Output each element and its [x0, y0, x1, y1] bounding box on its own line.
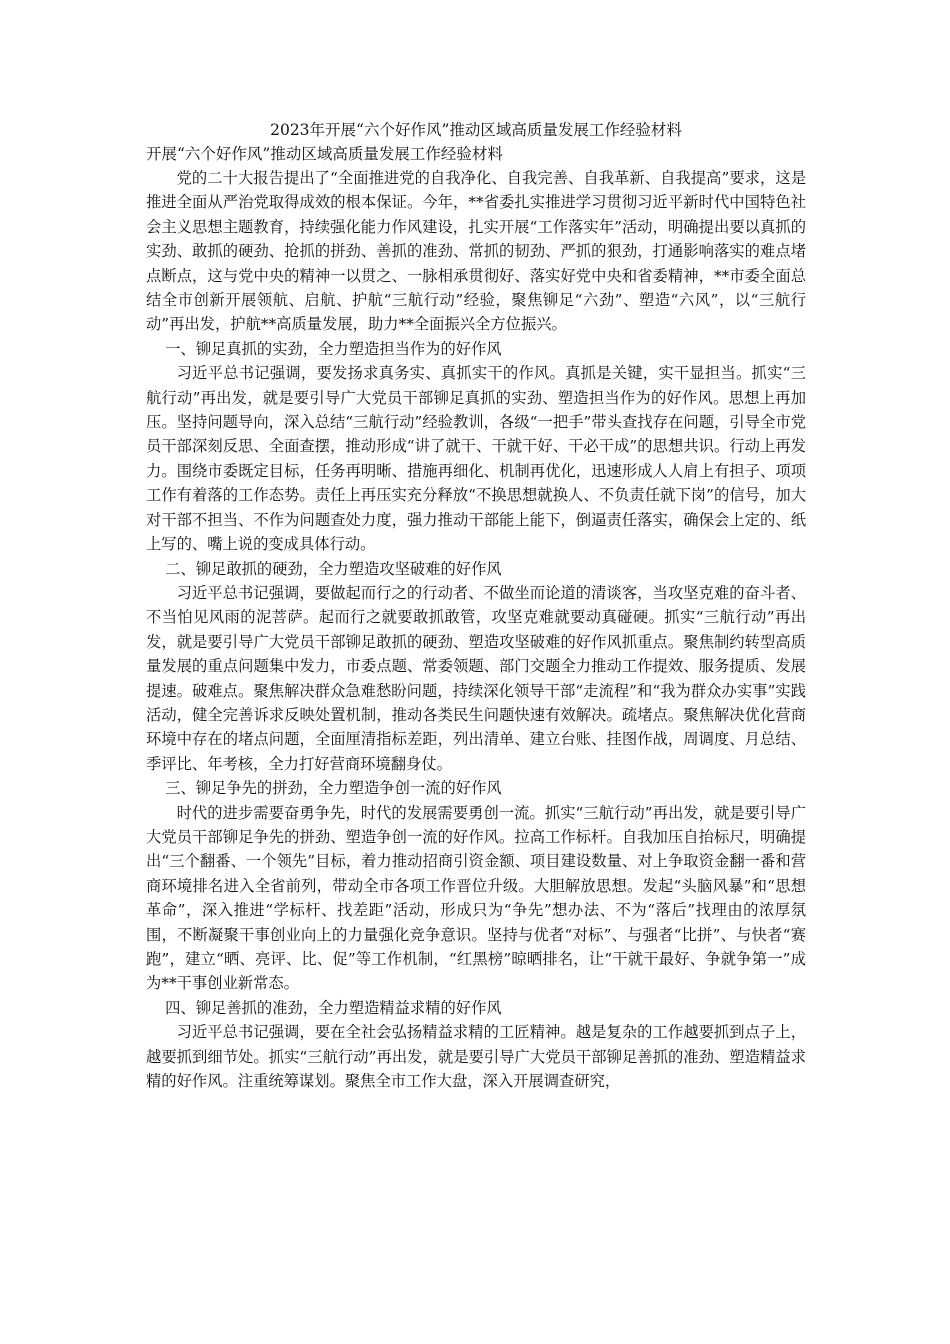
intro-paragraph: 党的二十大报告提出了“全面推进党的自我净化、自我完善、自我革新、自我提高”要求，这是推进全面从严治党取得成效的根本保证。今年，**省委扎实推进学习贯彻习近平新时代中国特色社会主义思想主题教育，持续强化能力作风建设，扎实开展“工作落实年”活动，明确提出要以真抓的实劲、敢抓的硬劲、抢抓的拼劲、善抓的准劲、常抓的韧劲、严抓的狠劲，打通影响落实的难点堵点断点，这与党中央的精神一以贯之、一脉相承贯彻好、落实好党中央和省委精神，**市委全面总结全市创新开展领航、启航、护航“三航行动”经验，聚焦铆足“六劲”、塑造“六风”，以“三航行动”再出发，护航**高质量发展，助力**全面振兴全方位振兴。 [146, 169, 806, 334]
section-body-2: 习近平总书记强调，要做起而行之的行动者、不做坐而论道的清谈客，当攻坚克难的奋斗者、不当怕见风雨的泥菩萨。起而行之就要敢抓敢管，攻坚克难就要动真碰硬。抓实“三航行动”再出发，就是要引导广大党员干部铆足敢抓的硬劲、塑造攻坚破难的好作风抓重点。聚焦制约转型高质量发展的重点问题集中发力，市委点题、常委领题、部门交题全力推动工作提效、服务提质、发展提速。破难点。聚焦解决群众急难愁盼问题，持续深化领导干部“走流程”和“我为群众办实事”实践活动，健全完善诉求反映处置机制，推动各类民生问题快速有效解决。疏堵点。聚焦解决优化营商环境中存在的堵点问题，全面厘清指标差距，列出清单、建立台账、挂图作战，周调度、月总结、季评比、年考核，全力打好营商环境翻身仗。 [146, 583, 806, 773]
document-subtitle: 开展“六个好作风”推动区域高质量发展工作经验材料 [146, 145, 503, 163]
section-heading-3: 三、铆足争先的拼劲，全力塑造争创一流的好作风 [165, 779, 502, 798]
section-body-3: 时代的进步需要奋勇争先，时代的发展需要勇创一流。抓实“三航行动”再出发，就是要引导广大党员干部铆足争先的拼劲、塑造争创一流的好作风。拉高工作标杆。自我加压自抬标尺，明确提出“三个翻番、一个领先”目标，着力推动招商引资金额、项目建设数量、对上争取资金翻一番和营商环境排名进入全省前列，带动全市各项工作晋位升级。大胆解放思想。发起“头脑风暴”和“思想革命”，深入推进“学标杆、找差距”活动，形成只为“争先”想办法、不为“落后”找理由的浓厚氛围，不断凝聚干事创业向上的力量强化竞争意识。坚持与优者“对标”、与强者“比拼”、与快者“赛跑”，建立“晒、亮评、比、促”等工作机制，“红黑榜”晾晒排名，让“干就干最好、争就争第一”成为**干事创业新常态。 [146, 803, 806, 993]
section-body-4: 习近平总书记强调，要在全社会弘扬精益求精的工匠精神。越是复杂的工作越要抓到点子上，越要抓到细节处。抓实“三航行动”再出发，就是要引导广大党员干部铆足善抓的准劲、塑造精益求精的好作风。注重统筹谋划。聚焦全市工作大盘，深入开展调查研究， [146, 1023, 806, 1091]
section-body-1: 习近平总书记强调，要发扬求真务实、真抓实干的作风。真抓是关键，实干显担当。抓实“三航行动”再出发，就是要引导广大党员干部铆足真抓的实劲、塑造担当作为的好作风。思想上再加压。坚持问题导向，深入总结“三航行动”经验教训，各级“一把手”带头查找存在问题，引导全市党员干部深刻反思、全面查摆，推动形成“讲了就干、干就干好、干必干成”的思想共识。行动上再发力。围绕市委既定目标，任务再明晰、措施再细化、机制再优化，迅速形成人人肩上有担子、项项工作有着落的工作态势。责任上再压实充分释放“不换思想就换人、不负责任就下岗”的信号，加大对干部不担当、不作为问题查处力度，强力推动干部能上能下，倒逼责任落实，确保会上定的、纸上写的、嘴上说的变成具体行动。 [146, 364, 806, 554]
section-heading-1: 一、铆足真抓的实劲，全力塑造担当作为的好作风 [165, 339, 502, 358]
document-title: 2023年开展“六个好作风”推动区域高质量发展工作经验材料 [270, 121, 682, 139]
document-page [146, 118, 806, 1093]
section-heading-4: 四、铆足善抓的准劲，全力塑造精益求精的好作风 [165, 998, 502, 1017]
section-heading-2: 二、铆足敢抓的硬劲，全力塑造攻坚破难的好作风 [165, 559, 502, 578]
